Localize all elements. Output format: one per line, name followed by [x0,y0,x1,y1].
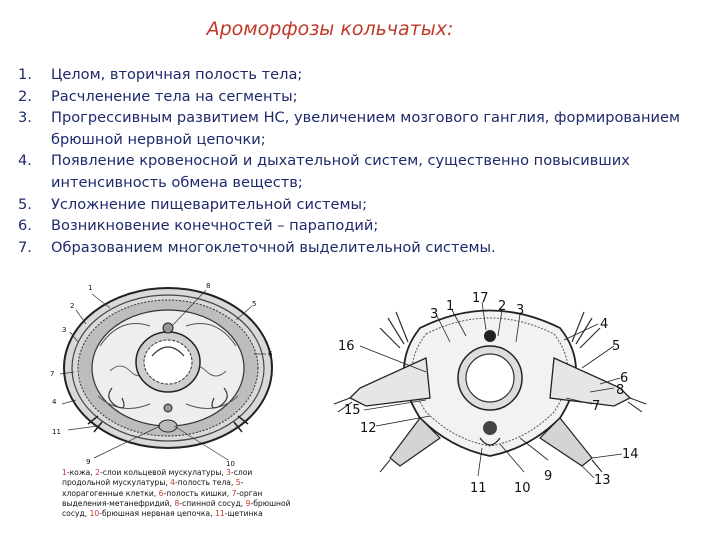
caption-number: 9 [245,498,251,508]
fig-label: 8 [616,383,625,398]
fig-label: 3 [430,307,439,322]
caption-text: -кожа, [66,468,96,477]
list-number: 1. [18,66,32,83]
fig-label: 7 [592,399,601,414]
fig-label: 5 [612,339,621,354]
list-number: 5. [18,195,32,213]
fig-label: 14 [622,447,639,462]
list-text: Целом, вторичная полость тела; [51,66,303,83]
list-text: Появление кровеносной и дыхательной систем, существенно повысивших интенсивность обмена веществ; [51,152,630,191]
slide-title: Ароморфозы кольчатых: [206,18,454,40]
dorsal-vessel [163,323,173,333]
fig-label: 4 [600,317,609,332]
list-text: Усложнение пищеварительной системы; [51,195,367,213]
caption-number: 5 [235,478,241,488]
fig-label: 1 [88,284,93,292]
aromorphoses-list [18,64,708,258]
fig-label: 2 [70,302,75,310]
list-item [18,107,708,150]
caption-text: -спинной сосуд, [179,498,246,508]
fig-label: 17 [472,291,489,306]
caption-number: 2 [95,468,100,477]
caption-text: -хлорагогенные клетки, [62,478,244,498]
caption-number: 4 [170,478,176,488]
ventral-vessel [164,404,172,412]
figure-caption [62,468,292,519]
caption-number: 1 [62,468,67,477]
caption-number: 10 [89,509,100,519]
fig-label: 3 [62,326,67,334]
list-number: 7. [18,238,32,256]
caption-number: 3 [226,468,232,477]
fig-label: 6 [268,350,273,358]
parapodium-left [350,358,430,406]
fig-label: 6 [620,371,629,386]
fig-label: 11 [52,428,61,436]
fig-label: 11 [470,481,487,496]
fig-label: 5 [252,300,257,308]
caption-text: -щетинка [224,509,263,519]
list-text: Возникновение конечностей – параподий; [51,217,379,235]
caption-text: -орган выделения-метанефридий, [62,488,263,508]
fig-label: 8 [206,282,211,290]
list-number: 3. [18,109,32,127]
fig-label: 12 [360,421,377,436]
fig-label: 7 [50,370,55,378]
list-item [18,215,708,237]
caption-number: 6 [158,488,164,498]
caption-text: -брюшная нервная цепочка, [99,509,215,519]
caption-text: -полость тела, [175,478,236,488]
fig-label: 9 [86,458,91,466]
caption-number: 11 [214,509,225,519]
list-number: 4. [18,152,32,170]
caption-number: 8 [174,498,180,508]
fig-label: 13 [594,473,611,488]
parapodium-right [550,358,630,406]
caption-number: 7 [231,488,237,498]
list-item [18,86,708,108]
fig-label: 10 [226,460,235,468]
caption-text: -брюшной сосуд, [62,498,291,519]
fig-label: 3 [516,303,525,318]
fig-label: 16 [338,339,355,354]
fig-label: 15 [344,403,361,418]
caption-text: -слои кольцевой мускулатуры, [99,468,227,477]
caption-text: -слои продольной мускулатуры, [62,468,253,488]
fig-label: 10 [514,481,531,496]
list-item [18,237,708,259]
list-item [18,64,708,86]
list-text: Образованием многоклеточной выделительной системы. [51,238,496,256]
list-number: 6. [18,217,32,235]
fig-label: 4 [52,398,57,406]
polychaete-cross-section-figure [330,288,650,496]
dorsal-vessel [484,330,496,342]
caption-text: -полость кишки, [163,488,232,498]
list-text: Прогрессивным развитием НС, увеличением мозгового ганглия, формированием брюшной нервной цепочки; [51,109,680,148]
fig-label: 9 [544,469,553,484]
list-item [18,194,708,216]
list-number: 2. [18,87,32,105]
fig-label: 2 [498,299,507,314]
list-item [18,150,708,193]
fig-label: 1 [446,299,455,314]
list-text: Расчленение тела на сегменты; [51,87,298,105]
